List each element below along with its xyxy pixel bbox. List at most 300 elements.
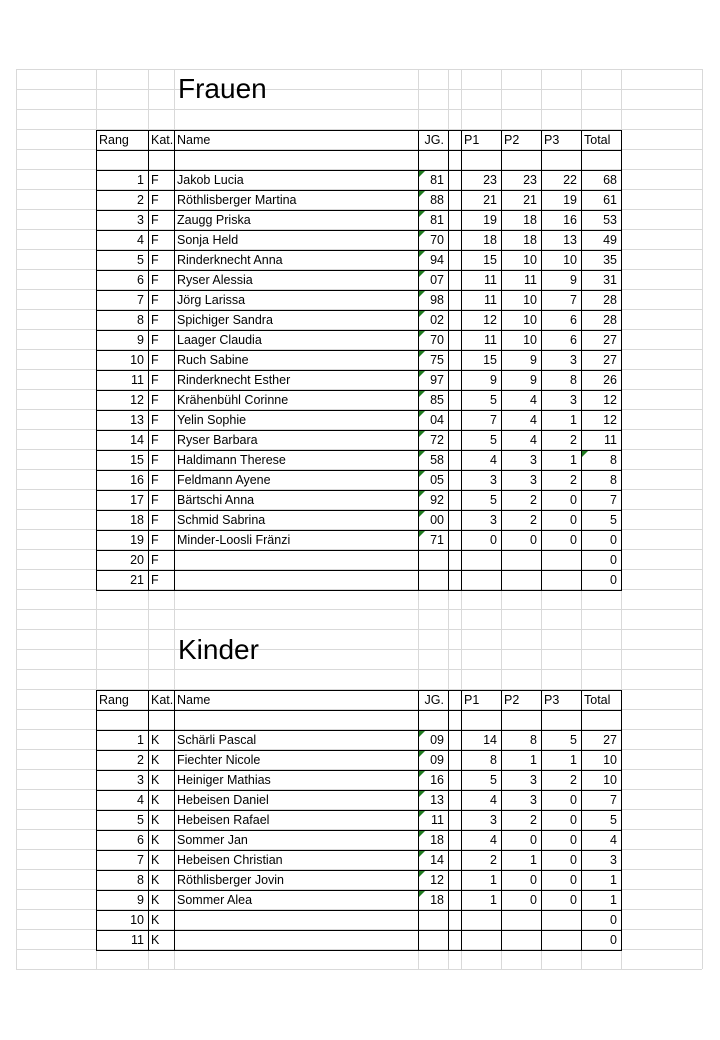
total-cell: 5	[610, 513, 617, 527]
p3-cell: 6	[570, 333, 577, 347]
year-cell: 58	[430, 453, 444, 467]
gridline-horizontal	[16, 629, 702, 630]
comment-indicator-icon	[419, 831, 425, 837]
total-cell: 5	[610, 813, 617, 827]
name-cell: Zaugg Priska	[177, 213, 251, 227]
total-cell: 28	[603, 293, 617, 307]
name-cell: Feldmann Ayene	[177, 473, 271, 487]
p1-cell: 9	[490, 373, 497, 387]
year-cell: 05	[430, 473, 444, 487]
comment-indicator-icon	[419, 291, 425, 297]
p3-cell: 16	[563, 213, 577, 227]
p1-cell: 11	[484, 293, 497, 307]
gridline-horizontal	[16, 109, 702, 110]
p2-cell: 2	[530, 513, 537, 527]
year-cell: 04	[430, 413, 444, 427]
total-cell: 12	[603, 393, 617, 407]
year-cell: 14	[430, 853, 444, 867]
p2-cell: 1	[530, 753, 537, 767]
name-cell: Jakob Lucia	[177, 173, 244, 187]
total-cell: 4	[610, 833, 617, 847]
p2-cell: 11	[524, 273, 537, 287]
year-cell: 70	[430, 333, 444, 347]
category-cell: K	[151, 873, 160, 887]
name-cell: Ruch Sabine	[177, 353, 249, 367]
p2-cell: 18	[523, 213, 537, 227]
rank-cell: 15	[130, 453, 144, 467]
year-cell: 13	[430, 793, 444, 807]
category-cell: F	[151, 473, 159, 487]
name-cell: Hebeisen Rafael	[177, 813, 270, 827]
name-cell: Ryser Barbara	[177, 433, 258, 447]
column-header-jg: JG.	[424, 693, 444, 707]
column-header-kat: Kat.	[151, 693, 174, 707]
total-cell: 10	[603, 773, 617, 787]
name-cell: Rinderknecht Anna	[177, 253, 283, 267]
name-cell: Sommer Alea	[177, 893, 253, 907]
comment-indicator-icon	[419, 371, 425, 377]
p3-cell: 3	[570, 353, 577, 367]
rank-cell: 10	[130, 353, 144, 367]
year-cell: 92	[430, 493, 444, 507]
table-border-vertical	[541, 130, 542, 590]
p2-cell: 18	[523, 233, 537, 247]
rank-cell: 9	[137, 333, 144, 347]
p3-cell: 19	[563, 193, 577, 207]
category-cell: F	[151, 233, 159, 247]
name-cell: Ryser Alessia	[177, 273, 253, 287]
name-cell: Hebeisen Christian	[177, 853, 283, 867]
total-cell: 0	[610, 553, 617, 567]
rank-cell: 4	[137, 793, 144, 807]
column-header-rang: Rang	[99, 693, 129, 707]
year-cell: 85	[430, 393, 444, 407]
total-cell: 0	[610, 573, 617, 587]
total-cell: 7	[610, 793, 617, 807]
comment-indicator-icon	[419, 331, 425, 337]
p2-cell: 9	[530, 353, 537, 367]
p3-cell: 8	[570, 373, 577, 387]
p3-cell: 6	[570, 313, 577, 327]
rank-cell: 5	[137, 813, 144, 827]
p1-cell: 4	[490, 833, 497, 847]
comment-indicator-icon	[419, 171, 425, 177]
comment-indicator-icon	[582, 451, 588, 457]
name-cell: Röthlisberger Jovin	[177, 873, 284, 887]
name-cell: Laager Claudia	[177, 333, 262, 347]
year-cell: 18	[430, 893, 444, 907]
table-border-vertical	[581, 130, 582, 590]
comment-indicator-icon	[419, 471, 425, 477]
column-header-rang: Rang	[99, 133, 129, 147]
p1-cell: 5	[490, 433, 497, 447]
gridline-horizontal	[16, 89, 702, 90]
p1-cell: 15	[483, 353, 497, 367]
rank-cell: 19	[130, 533, 144, 547]
year-cell: 16	[430, 773, 444, 787]
rank-cell: 11	[131, 373, 144, 387]
p1-cell: 11	[484, 333, 497, 347]
category-cell: K	[151, 833, 160, 847]
comment-indicator-icon	[419, 511, 425, 517]
p2-cell: 3	[530, 453, 537, 467]
name-cell: Sommer Jan	[177, 833, 248, 847]
category-cell: F	[151, 293, 159, 307]
year-cell: 07	[430, 273, 444, 287]
total-cell: 8	[610, 453, 617, 467]
p2-cell: 2	[530, 813, 537, 827]
category-cell: F	[151, 353, 159, 367]
p2-cell: 0	[530, 533, 537, 547]
table-border-vertical	[461, 130, 462, 590]
column-header-p2: P2	[504, 693, 520, 707]
p2-cell: 8	[530, 733, 537, 747]
p1-cell: 3	[490, 813, 497, 827]
name-cell: Röthlisberger Martina	[177, 193, 297, 207]
category-cell: F	[151, 573, 159, 587]
p3-cell: 0	[570, 793, 577, 807]
year-cell: 98	[430, 293, 444, 307]
rank-cell: 2	[137, 753, 144, 767]
total-cell: 8	[610, 473, 617, 487]
category-cell: F	[151, 253, 159, 267]
table-border-vertical	[501, 690, 502, 950]
column-header-name: Name	[177, 133, 211, 147]
comment-indicator-icon	[419, 451, 425, 457]
p3-cell: 13	[563, 233, 577, 247]
p3-cell: 1	[570, 453, 577, 467]
gridline-vertical	[16, 69, 17, 969]
gridline-horizontal	[16, 609, 702, 610]
table-border-vertical	[148, 130, 149, 590]
p3-cell: 7	[570, 293, 577, 307]
p1-cell: 0	[490, 533, 497, 547]
p3-cell: 0	[570, 513, 577, 527]
comment-indicator-icon	[419, 311, 425, 317]
p1-cell: 19	[483, 213, 497, 227]
name-cell: Haldimann Therese	[177, 453, 286, 467]
comment-indicator-icon	[419, 211, 425, 217]
year-cell: 75	[430, 353, 444, 367]
rank-cell: 3	[137, 773, 144, 787]
comment-indicator-icon	[419, 231, 425, 237]
p3-cell: 1	[570, 413, 577, 427]
rank-cell: 17	[130, 493, 144, 507]
total-cell: 7	[610, 493, 617, 507]
rank-cell: 4	[137, 233, 144, 247]
name-cell: Sonja Held	[177, 233, 239, 247]
table-border-vertical	[448, 690, 449, 950]
total-cell: 1	[610, 893, 617, 907]
comment-indicator-icon	[419, 791, 425, 797]
p2-cell: 0	[530, 833, 537, 847]
comment-indicator-icon	[419, 251, 425, 257]
table-border-vertical	[541, 690, 542, 950]
column-header-total: Total	[584, 133, 611, 147]
category-cell: K	[151, 813, 160, 827]
year-cell: 97	[430, 373, 444, 387]
year-cell: 81	[430, 173, 444, 187]
table-border-vertical	[96, 690, 97, 950]
total-cell: 68	[603, 173, 617, 187]
p1-cell: 23	[483, 173, 497, 187]
category-cell: F	[151, 333, 159, 347]
column-header-name: Name	[177, 693, 211, 707]
p1-cell: 1	[490, 893, 497, 907]
total-cell: 53	[603, 213, 617, 227]
year-cell: 81	[430, 213, 444, 227]
p1-cell: 4	[490, 793, 497, 807]
rank-cell: 13	[130, 413, 144, 427]
rank-cell: 18	[130, 513, 144, 527]
p3-cell: 2	[570, 773, 577, 787]
category-cell: F	[151, 553, 159, 567]
total-cell: 27	[603, 733, 617, 747]
category-cell: K	[151, 933, 160, 947]
rank-cell: 9	[137, 893, 144, 907]
year-cell: 09	[430, 753, 444, 767]
p3-cell: 0	[570, 853, 577, 867]
rank-cell: 1	[137, 733, 144, 747]
category-cell: F	[151, 533, 159, 547]
total-cell: 11	[604, 433, 617, 447]
p2-cell: 9	[530, 373, 537, 387]
name-cell: Jörg Larissa	[177, 293, 246, 307]
year-cell: 11	[431, 813, 444, 827]
total-cell: 26	[603, 373, 617, 387]
category-cell: F	[151, 313, 159, 327]
p3-cell: 0	[570, 873, 577, 887]
category-cell: K	[151, 853, 160, 867]
rank-cell: 3	[137, 213, 144, 227]
category-cell: F	[151, 213, 159, 227]
category-cell: F	[151, 173, 159, 187]
year-cell: 12	[430, 873, 444, 887]
year-cell: 94	[430, 253, 444, 267]
table-border-vertical	[148, 690, 149, 950]
total-cell: 61	[603, 193, 617, 207]
table-border-vertical	[174, 130, 175, 590]
p3-cell: 0	[570, 533, 577, 547]
p1-cell: 3	[490, 473, 497, 487]
comment-indicator-icon	[419, 411, 425, 417]
table-border-vertical	[461, 690, 462, 950]
p1-cell: 21	[483, 193, 497, 207]
table-border-vertical	[621, 130, 622, 590]
p2-cell: 23	[523, 173, 537, 187]
category-cell: K	[151, 773, 160, 787]
year-cell: 02	[430, 313, 444, 327]
column-header-kat: Kat.	[151, 133, 174, 147]
total-cell: 3	[610, 853, 617, 867]
comment-indicator-icon	[419, 731, 425, 737]
p3-cell: 0	[570, 833, 577, 847]
category-cell: F	[151, 193, 159, 207]
p1-cell: 4	[490, 453, 497, 467]
name-cell: Spichiger Sandra	[177, 313, 273, 327]
comment-indicator-icon	[419, 351, 425, 357]
rank-cell: 14	[130, 433, 144, 447]
comment-indicator-icon	[419, 391, 425, 397]
p3-cell: 0	[570, 493, 577, 507]
p3-cell: 1	[570, 753, 577, 767]
name-cell: Rinderknecht Esther	[177, 373, 291, 387]
p1-cell: 5	[490, 773, 497, 787]
table-border-vertical	[501, 130, 502, 590]
rank-cell: 8	[137, 873, 144, 887]
p2-cell: 0	[530, 873, 537, 887]
total-cell: 10	[603, 753, 617, 767]
column-header-p3: P3	[544, 133, 560, 147]
p1-cell: 1	[490, 873, 497, 887]
p2-cell: 10	[523, 253, 537, 267]
gridline-horizontal	[16, 69, 702, 70]
category-cell: F	[151, 433, 159, 447]
name-cell: Fiechter Nicole	[177, 753, 261, 767]
p3-cell: 2	[570, 473, 577, 487]
category-cell: F	[151, 413, 159, 427]
gridline-horizontal	[16, 669, 702, 670]
p1-cell: 2	[490, 853, 497, 867]
total-cell: 12	[603, 413, 617, 427]
table-border-vertical	[581, 690, 582, 950]
rank-cell: 1	[137, 173, 144, 187]
comment-indicator-icon	[419, 851, 425, 857]
total-cell: 27	[603, 353, 617, 367]
comment-indicator-icon	[419, 271, 425, 277]
total-cell: 0	[610, 533, 617, 547]
total-cell: 0	[610, 933, 617, 947]
p2-cell: 21	[523, 193, 537, 207]
p1-cell: 3	[490, 513, 497, 527]
table-border-horizontal	[96, 950, 622, 951]
comment-indicator-icon	[419, 771, 425, 777]
category-cell: K	[151, 753, 160, 767]
p3-cell: 9	[570, 273, 577, 287]
rank-cell: 16	[130, 473, 144, 487]
rank-cell: 20	[130, 553, 144, 567]
rank-cell: 11	[131, 933, 144, 947]
category-cell: F	[151, 493, 159, 507]
rank-cell: 7	[137, 853, 144, 867]
name-cell: Schmid Sabrina	[177, 513, 266, 527]
rank-cell: 8	[137, 313, 144, 327]
table-border-horizontal	[96, 590, 622, 591]
year-cell: 72	[430, 433, 444, 447]
p2-cell: 2	[530, 493, 537, 507]
table-border-vertical	[621, 690, 622, 950]
column-header-p2: P2	[504, 133, 520, 147]
column-header-total: Total	[584, 693, 611, 707]
category-cell: K	[151, 893, 160, 907]
p3-cell: 5	[570, 733, 577, 747]
name-cell: Yelin Sophie	[177, 413, 247, 427]
p3-cell: 10	[563, 253, 577, 267]
p2-cell: 10	[523, 313, 537, 327]
p1-cell: 8	[490, 753, 497, 767]
p1-cell: 12	[483, 313, 497, 327]
section-title: Frauen	[178, 73, 267, 104]
gridline-horizontal	[16, 969, 702, 970]
rank-cell: 2	[137, 193, 144, 207]
total-cell: 0	[610, 913, 617, 927]
category-cell: K	[151, 793, 160, 807]
p1-cell: 11	[484, 273, 497, 287]
comment-indicator-icon	[419, 531, 425, 537]
table-border-vertical	[96, 130, 97, 590]
table-border-vertical	[418, 130, 419, 590]
category-cell: F	[151, 273, 159, 287]
rank-cell: 5	[137, 253, 144, 267]
p1-cell: 15	[483, 253, 497, 267]
table-border-vertical	[448, 130, 449, 590]
p1-cell: 7	[490, 413, 497, 427]
p2-cell: 4	[530, 393, 537, 407]
section-title: Kinder	[178, 634, 259, 665]
comment-indicator-icon	[419, 891, 425, 897]
p2-cell: 3	[530, 773, 537, 787]
p2-cell: 3	[530, 473, 537, 487]
p3-cell: 22	[563, 173, 577, 187]
year-cell: 88	[430, 193, 444, 207]
total-cell: 31	[603, 273, 617, 287]
category-cell: F	[151, 373, 159, 387]
p2-cell: 4	[530, 413, 537, 427]
column-header-p3: P3	[544, 693, 560, 707]
rank-cell: 12	[130, 393, 144, 407]
comment-indicator-icon	[419, 191, 425, 197]
category-cell: F	[151, 393, 159, 407]
p2-cell: 4	[530, 433, 537, 447]
category-cell: K	[151, 913, 160, 927]
total-cell: 28	[603, 313, 617, 327]
year-cell: 18	[430, 833, 444, 847]
p2-cell: 10	[523, 333, 537, 347]
comment-indicator-icon	[419, 751, 425, 757]
p2-cell: 1	[530, 853, 537, 867]
name-cell: Heiniger Mathias	[177, 773, 271, 787]
rank-cell: 6	[137, 273, 144, 287]
p3-cell: 3	[570, 393, 577, 407]
gridline-horizontal	[16, 649, 702, 650]
total-cell: 1	[610, 873, 617, 887]
table-border-vertical	[174, 690, 175, 950]
name-cell: Hebeisen Daniel	[177, 793, 269, 807]
year-cell: 09	[430, 733, 444, 747]
total-cell: 35	[603, 253, 617, 267]
table-border-vertical	[418, 690, 419, 950]
total-cell: 49	[603, 233, 617, 247]
comment-indicator-icon	[419, 491, 425, 497]
column-header-p1: P1	[464, 133, 480, 147]
category-cell: F	[151, 453, 159, 467]
name-cell: Schärli Pascal	[177, 733, 257, 747]
p3-cell: 2	[570, 433, 577, 447]
p3-cell: 0	[570, 813, 577, 827]
name-cell: Krähenbühl Corinne	[177, 393, 289, 407]
p2-cell: 3	[530, 793, 537, 807]
p3-cell: 0	[570, 893, 577, 907]
p2-cell: 0	[530, 893, 537, 907]
p1-cell: 5	[490, 393, 497, 407]
year-cell: 00	[430, 513, 444, 527]
p1-cell: 5	[490, 493, 497, 507]
comment-indicator-icon	[419, 811, 425, 817]
comment-indicator-icon	[419, 871, 425, 877]
rank-cell: 21	[130, 573, 144, 587]
category-cell: K	[151, 733, 160, 747]
name-cell: Bärtschi Anna	[177, 493, 255, 507]
